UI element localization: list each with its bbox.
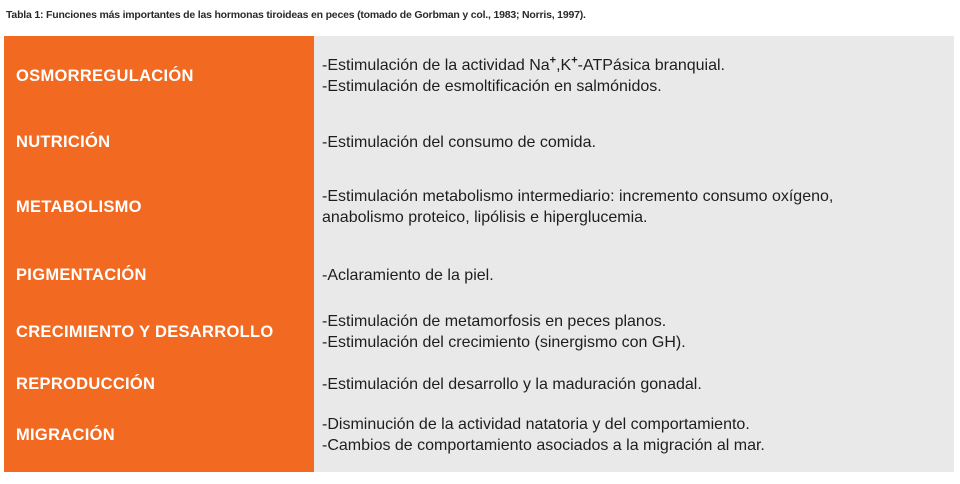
description-line: anabolismo proteico, lipólisis e hiperglucemia. bbox=[322, 209, 648, 226]
table-row bbox=[4, 265, 954, 286]
superscript: + bbox=[571, 54, 578, 67]
description-line: -Cambios de comportamiento asociados a la migración al mar. bbox=[322, 437, 765, 454]
row-category: OSMORREGULACIÓN bbox=[16, 66, 194, 85]
description-line: -Estimulación del desarrollo y la maduración gonadal. bbox=[322, 376, 702, 393]
text-fragment: -ATPásica branquial. bbox=[577, 57, 725, 74]
row-category: NUTRICIÓN bbox=[16, 133, 111, 151]
table-row bbox=[4, 311, 954, 353]
category-column bbox=[4, 36, 314, 472]
row-description bbox=[314, 414, 954, 456]
text-fragment: ,K bbox=[556, 57, 572, 74]
description-line: -Estimulación de esmoltificación en salmónidos. bbox=[322, 78, 662, 95]
description-line: -Aclaramiento de la piel. bbox=[322, 267, 494, 284]
row-description bbox=[314, 186, 954, 228]
row-category: REPRODUCCIÓN bbox=[16, 375, 156, 393]
description-line: -Disminución de la actividad natatoria y del comportamiento. bbox=[322, 416, 750, 433]
superscript: + bbox=[549, 54, 557, 67]
description-line: -Estimulación del consumo de comida. bbox=[322, 134, 596, 151]
row-category: CRECIMIENTO Y DESARROLLO bbox=[16, 322, 274, 341]
description-line bbox=[322, 55, 954, 76]
row-description bbox=[314, 265, 954, 286]
table-row bbox=[4, 414, 954, 456]
table-row bbox=[4, 186, 954, 228]
text-fragment: -Estimulación de la actividad Na bbox=[322, 57, 550, 74]
table-row bbox=[4, 374, 954, 395]
row-description bbox=[314, 55, 954, 97]
row-description bbox=[314, 374, 954, 395]
description-column bbox=[314, 36, 954, 472]
description-line: -Estimulación del crecimiento (sinergismo con GH). bbox=[322, 334, 686, 351]
row-category: METABOLISMO bbox=[16, 197, 142, 216]
description-line: -Estimulación de metamorfosis en peces planos. bbox=[322, 313, 667, 330]
table-row bbox=[4, 55, 954, 97]
row-category: MIGRACIÓN bbox=[16, 425, 115, 444]
description-line: -Estimulación metabolismo intermediario: incremento consumo oxígeno, bbox=[322, 188, 834, 205]
row-description bbox=[314, 311, 954, 353]
row-category: PIGMENTACIÓN bbox=[16, 266, 147, 284]
table-row bbox=[4, 132, 954, 153]
table-caption: Tabla 1: Funciones más importantes de las hormonas tiroideas en peces (tomado de Gorbman y col., 1983; Norris, 1997). bbox=[6, 9, 586, 21]
row-description bbox=[314, 132, 954, 153]
hormone-functions-table bbox=[4, 36, 954, 472]
